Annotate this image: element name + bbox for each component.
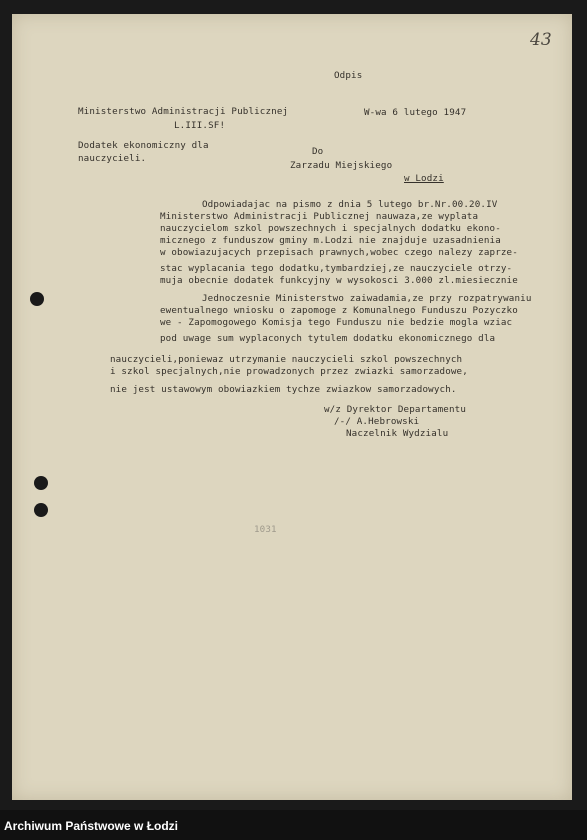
recipient-line-2: Zarzadu Miejskiego [290, 160, 393, 171]
body-line: we - Zapomogowego Komisja tego Funduszu nie bedzie mogla wziac [160, 317, 513, 328]
archive-footer [0, 810, 587, 840]
body-line: nauczycieli,poniewaz utrzymanie nauczycieli szkol powszechnych [110, 354, 463, 365]
body-line: pod uwage sum wyplaconych tytulem dodatku ekonomicznego dla [160, 333, 496, 344]
sender-line-2: L.III.SF! [174, 120, 226, 131]
archive-name: Archiwum Państwowe w Łodzi [4, 819, 179, 833]
signature-line-2: /-/ A.Hebrowski [334, 416, 420, 427]
body-line: ewentualnego wniosku o zapomoge z Komunalnego Funduszu Pozyczko [160, 305, 518, 316]
document-heading: Odpis [334, 70, 363, 81]
document-page [12, 14, 572, 800]
punch-hole [30, 292, 44, 306]
place-date: W-wa 6 lutego 1947 [364, 107, 467, 118]
faint-stamp-number: 1031 [254, 524, 277, 535]
body-line: Odpowiadajac na pismo z dnia 5 lutego br.Nr.00.20.IV [202, 199, 498, 210]
sender-line-1: Ministerstwo Administracji Publicznej [78, 106, 289, 117]
handwritten-page-number: 43 [530, 30, 552, 50]
signature-line-3: Naczelnik Wydzialu [346, 428, 449, 439]
body-line: muja obecnie dodatek funkcyjny w wysokosci 3.000 zl.miesiecznie [160, 275, 518, 286]
body-line: micznego z funduszow gminy m.Lodzi nie znajduje uzasadnienia [160, 235, 501, 246]
subject-line-2: nauczycieli. [78, 153, 147, 164]
punch-hole [34, 503, 48, 517]
body-line: Jednoczesnie Ministerstwo zaiwadamia,ze przy rozpatrywaniu [202, 293, 532, 304]
body-line: nie jest ustawowym obowiazkiem tychze zwiazkow samorzadowych. [110, 384, 457, 395]
recipient-line-1: Do [312, 146, 324, 157]
body-line: w obowiazujacych przepisach prawnych,wobec czego nalezy zaprze- [160, 247, 518, 258]
body-line: nauczycielom szkol powszechnych i specjalnych dodatku ekono- [160, 223, 501, 234]
subject-line-1: Dodatek ekonomiczny dla [78, 140, 209, 151]
body-line: stac wyplacania tego dodatku,tymbardziej,ze nauczyciele otrzy- [160, 263, 513, 274]
recipient-line-3: w Lodzi [404, 173, 444, 184]
punch-hole [34, 476, 48, 490]
body-line: i szkol specjalnych,nie prowadzonych przez zwiazki samorzadowe, [110, 366, 468, 377]
body-line: Ministerstwo Administracji Publicznej nauwaza,ze wyplata [160, 211, 479, 222]
signature-line-1: w/z Dyrektor Departamentu [324, 404, 467, 415]
